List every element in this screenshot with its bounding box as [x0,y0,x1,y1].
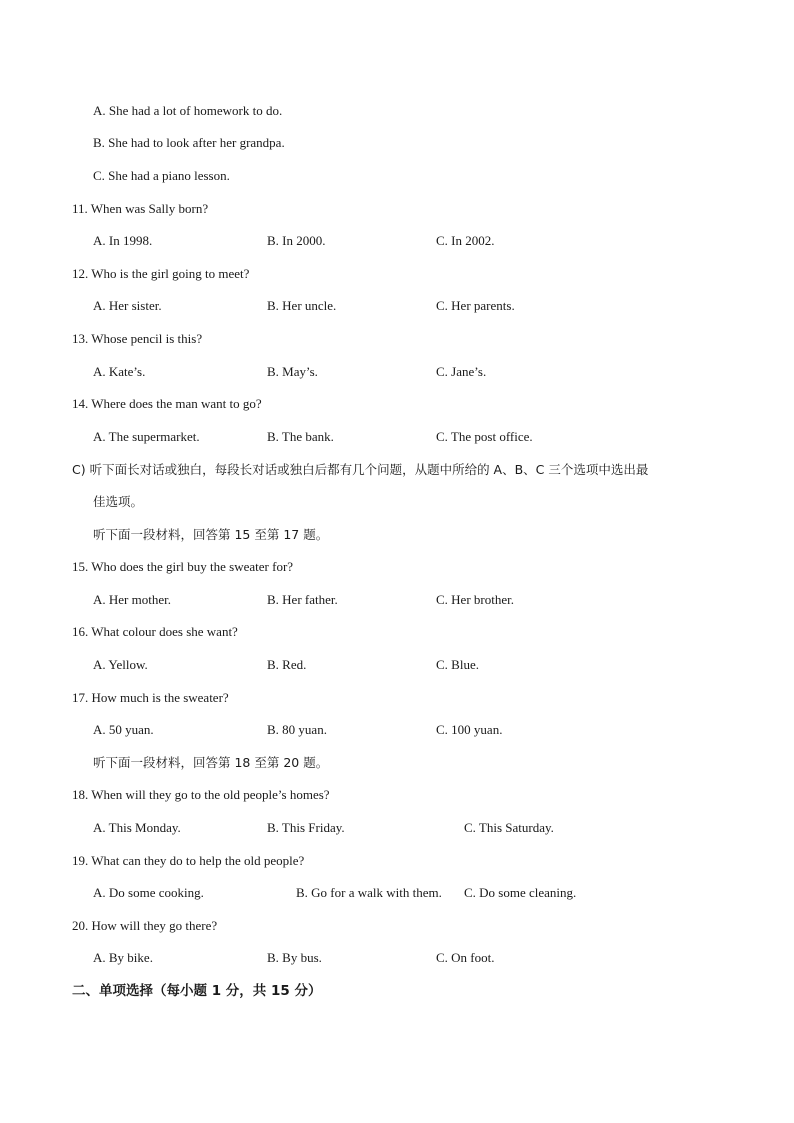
q20-option-a: A. By bike. [93,950,153,965]
q16-option-c: C. Blue. [436,657,479,672]
q14-option-b: B. The bank. [267,429,334,444]
q13-option-c: C. Jane’s. [436,364,487,379]
question-18: 18. When will they go to the old people’s homes? [72,787,330,802]
q16-option-a: A. Yellow. [93,657,148,672]
q13-option-b: B. May’s. [267,364,318,379]
material-note-1: 听下面一段材料，回答第 15 至第 17 题。 [93,527,329,542]
prev-option-b: B. She had to look after her grandpa. [93,135,285,150]
prev-option-c: C. She had a piano lesson. [93,168,230,183]
q18-option-a: A. This Monday. [93,820,181,835]
q11-option-c: C. In 2002. [436,233,495,248]
q19-option-b: B. Go for a walk with them. [296,885,442,900]
q17-option-b: B. 80 yuan. [267,722,327,737]
question-17: 17. How much is the sweater? [72,690,229,705]
question-19: 19. What can they do to help the old people? [72,853,305,868]
question-11: 11. When was Sally born? [72,201,209,216]
q12-option-a: A. Her sister. [93,298,162,313]
q14-option-c: C. The post office. [436,429,533,444]
q16-option-b: B. Red. [267,657,307,672]
section-2-heading: 二、单项选择（每小题 1 分，共 15 分） [72,983,322,999]
section-c-instruction: C) 听下面长对话或独白，每段长对话或独白后都有几个问题，从题中所给的 A、B、C 三个选项中选出最 [72,462,649,477]
q19-option-c: C. Do some cleaning. [464,885,577,900]
q15-option-a: A. Her mother. [93,592,171,607]
q15-option-b: B. Her father. [267,592,338,607]
q17-option-c: C. 100 yuan. [436,722,503,737]
q18-option-c: C. This Saturday. [464,820,554,835]
q12-option-c: C. Her parents. [436,298,515,313]
q11-option-b: B. In 2000. [267,233,326,248]
q13-option-a: A. Kate’s. [93,364,146,379]
q20-option-c: C. On foot. [436,950,495,965]
question-15: 15. Who does the girl buy the sweater for? [72,559,294,574]
material-note-2: 听下面一段材料，回答第 18 至第 20 题。 [93,755,329,770]
q18-option-b: B. This Friday. [267,820,345,835]
question-12: 12. Who is the girl going to meet? [72,266,250,281]
question-14: 14. Where does the man want to go? [72,396,262,411]
q15-option-c: C. Her brother. [436,592,514,607]
q11-option-a: A. In 1998. [93,233,153,248]
question-20: 20. How will they go there? [72,918,218,933]
prev-option-a: A. She had a lot of homework to do. [93,103,283,118]
q12-option-b: B. Her uncle. [267,298,337,313]
question-13: 13. Whose pencil is this? [72,331,203,346]
question-16: 16. What colour does she want? [72,624,238,639]
q14-option-a: A. The supermarket. [93,429,200,444]
q20-option-b: B. By bus. [267,950,322,965]
q19-option-a: A. Do some cooking. [93,885,204,900]
q17-option-a: A. 50 yuan. [93,722,154,737]
section-c-instruction-cont: 佳选项。 [93,494,144,509]
